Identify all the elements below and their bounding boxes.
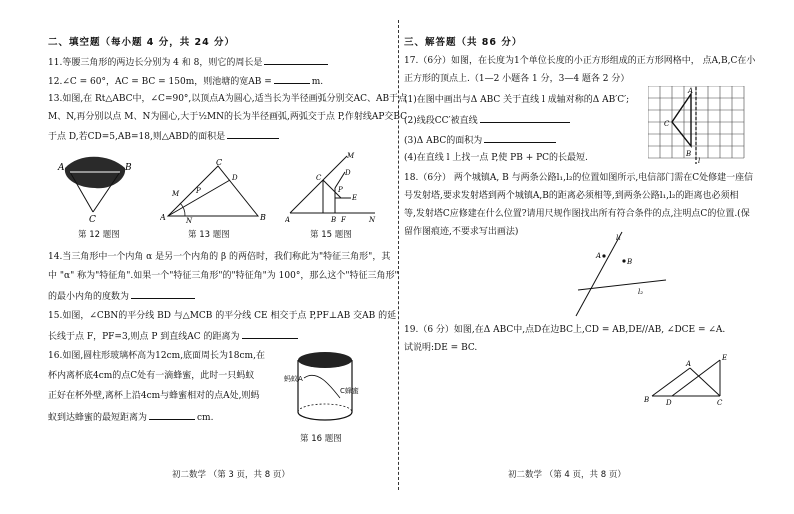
svg-text:E: E (352, 194, 358, 202)
answer-blank-17-2[interactable] (480, 113, 570, 123)
figure-17-grid (648, 86, 748, 164)
answer-blank-15[interactable] (242, 329, 298, 339)
svg-text:C: C (664, 120, 670, 128)
question-18-line1: 18.（6分） 两个城镇A, B 与两条公路l₁,l₂的位置如图所示,电信部门需在C处修建一座信 (404, 173, 754, 183)
svg-text:M: M (347, 152, 355, 160)
question-14-line1: 14.当三角形中一个内角 α 是另一个内角的 β 的两倍时，我们称此为"特征三角形"，其 (48, 252, 391, 262)
question-15-line1: 15.如图，∠CBN的平分线 BD 与△MCB 的平分线 CE 相交于点 P,PF⊥AB 交AB 的延 (48, 311, 397, 321)
question-17-sub3: (3)Δ ABC的面积为 (404, 133, 556, 148)
answer-blank-14[interactable] (131, 289, 195, 299)
question-13-line3: 于点 D,若CD=5,AB=18,则△ABD的面积是 (48, 129, 279, 144)
svg-text:B: B (260, 213, 266, 222)
question-17-sub1: (1)在图中画出与Δ ABC 关于直线 l 成轴对称的Δ AB′C′; (404, 95, 630, 105)
question-13-line1: 13.如图,在 Rt△ABC中，∠C=90°,以顶点A为圆心,适当长为半径画弧分别交AC、AB于点 (48, 94, 408, 104)
answer-blank-16[interactable] (149, 410, 195, 420)
question-14-line3: 的最小内角的度数为 (48, 289, 195, 304)
svg-text:F: F (341, 216, 346, 224)
figure-15 (285, 150, 380, 225)
svg-text:N: N (369, 216, 376, 224)
road-l2 (578, 280, 666, 290)
label-60: 60 (87, 196, 96, 204)
question-13-line2: M、N,再分别以点 M、N为圆心,大于½MN的长为半径画弧,两弧交于点 P,作射线AP交BC (48, 112, 408, 122)
question-19-line2: 试说明:DE = BC. (404, 343, 478, 353)
right-page (400, 0, 794, 514)
footer-right: 初二数学 （第 4 页，共 8 页） (508, 470, 626, 480)
svg-text:N: N (186, 217, 193, 225)
svg-text:l₁: l₁ (616, 234, 622, 242)
figure-16-caption: 第 16 题图 (300, 434, 342, 444)
svg-text:A: A (596, 252, 602, 260)
figure-12-caption: 第 12 题图 (78, 230, 120, 240)
label-c: C (89, 215, 96, 225)
svg-text:B: B (331, 216, 337, 224)
svg-text:A: A (688, 87, 694, 95)
svg-text:A: A (160, 213, 166, 222)
question-12: 12.∠C = 60°，AC = BC = 150m，则池塘的宽AB = m. (48, 74, 323, 89)
svg-text:D: D (345, 169, 351, 177)
question-11: 11.等腰三角形的两边长分别为 4 和 8，则它的周长是 (48, 55, 328, 70)
question-17-sub4: (4)在直线 l 上找一点 P,使 PB + PC的长最短. (404, 153, 588, 163)
svg-text:B: B (686, 150, 692, 158)
svg-text:l₂: l₂ (638, 288, 644, 296)
svg-text:A: A (686, 360, 692, 368)
svg-text:l: l (698, 157, 701, 164)
page-divider (398, 20, 399, 490)
label-a: A (58, 163, 65, 173)
section-title-answers: 三、解答题（共 86 分） (404, 37, 523, 48)
svg-text:C: C (717, 399, 723, 407)
svg-text:M: M (172, 190, 180, 198)
svg-text:C: C (316, 174, 322, 182)
figure-18 (570, 228, 670, 320)
answer-blank-11[interactable] (264, 55, 328, 65)
svg-text:A: A (285, 216, 291, 224)
question-18-line4: 留作图痕迹,不要求写出画法) (404, 227, 519, 237)
question-15-line2: 长线于点 F，PF=3,则点 P 到直线AC 的距离为 (48, 329, 298, 344)
answer-blank-12[interactable] (274, 74, 310, 84)
figure-13-caption: 第 13 题图 (188, 230, 230, 240)
figure-16-ant-label: 蚂蚁A (284, 375, 303, 383)
question-17-sub2: (2)线段CC′被直线 (404, 113, 570, 128)
cylinder-top (298, 352, 352, 368)
road-l1 (576, 232, 622, 316)
svg-text:D: D (666, 399, 672, 407)
section-title-fill-in: 二、填空题（每小题 4 分，共 24 分） (48, 37, 236, 48)
question-17-line1: 17.（6分）如图，在长度为1个单位长度的小正方形组成的正方形网格中， 点A,B,C在小 (404, 56, 756, 66)
question-18-line2: 号发射塔,要求发射塔到两个城镇A,B的距离必须相等,到两条公路l₁,l₂的距离也必须相 (404, 191, 739, 201)
figure-15-caption: 第 15 题图 (310, 230, 352, 240)
svg-text:D: D (232, 174, 238, 182)
figure-12 (55, 150, 135, 225)
question-16-line1: 16.如图,圆柱形玻璃杯高为12cm,底面周长为18cm,在 (48, 351, 265, 361)
svg-text:P: P (196, 187, 201, 195)
question-16-line2: 杯内离杯底4cm的点C处有一滴蜂蜜，此时一只蚂蚁 (48, 371, 255, 381)
svg-text:C: C (216, 158, 223, 167)
question-16-line4: 蚁到达蜂蜜的最短距离为 cm. (48, 410, 213, 425)
town-a (602, 254, 605, 257)
figure-16-honey-label: C蜂蜜 (340, 387, 359, 395)
label-b: B (125, 163, 132, 173)
question-16-line3: 正好在杯外壁,离杯上沿4cm与蜂蜜相对的点A处,则蚂 (48, 391, 260, 401)
question-19-line1: 19.（6 分）如图,在Δ ABC中,点D在边BC上,CD = AB,DE//AB, ∠DCE = ∠A. (404, 325, 726, 335)
answer-blank-17-3[interactable] (484, 133, 556, 143)
figure-19 (644, 352, 734, 408)
svg-text:P: P (338, 186, 343, 194)
question-18-line3: 等,发射塔C应修建在什么位置?请用尺规作图找出所有符合条件的点,注明点C的位置.(保 (404, 209, 750, 219)
svg-text:B: B (627, 258, 633, 266)
question-14-line2: 中 "α" 称为"特征角".如果一个"特征三角形"的"特征角"为 100°，那么这个"特征三角形" (48, 271, 399, 281)
svg-text:E: E (722, 354, 728, 362)
triangle-abc (672, 94, 691, 146)
town-b (622, 259, 625, 262)
question-17-line2: 正方形的顶点上.（1—2 小题各 1 分，3—4 题各 2 分） (404, 74, 630, 84)
svg-text:B: B (644, 396, 650, 404)
answer-blank-13[interactable] (227, 129, 279, 139)
footer-left: 初二数学 （第 3 页，共 8 页） (172, 470, 290, 480)
figure-13 (160, 158, 270, 226)
